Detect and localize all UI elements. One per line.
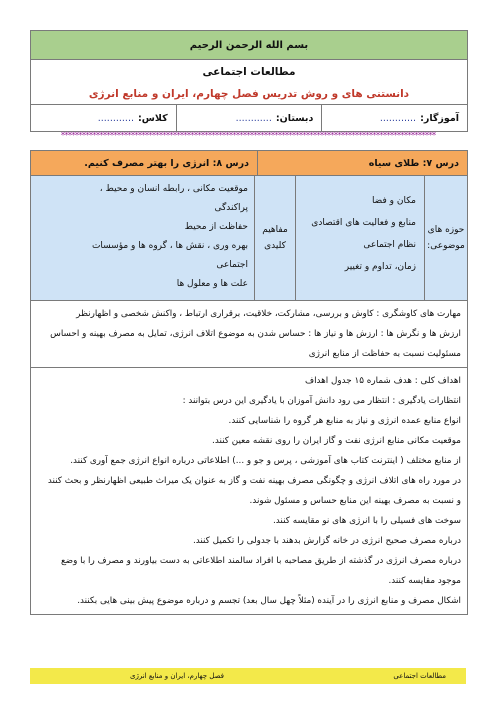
goals-line: انتظارات یادگیری : انتظار می رود دانش آموزان با یادگیری این درس بتوانند : bbox=[182, 396, 461, 406]
concepts-label-2: کلیدی bbox=[264, 241, 286, 251]
class-field[interactable] bbox=[31, 105, 176, 131]
list-item: موقعیت مکانی ، رابطه انسان و محیط ، bbox=[99, 184, 248, 194]
list-item: اجتماعی bbox=[216, 260, 248, 270]
goals-line: اهداف کلی : هدف شماره ۱۵ جدول اهداف bbox=[304, 376, 461, 386]
school-field[interactable] bbox=[176, 105, 322, 131]
skills-line: مسئولیت نسبت به حفاظت از منابع انرژی bbox=[308, 349, 461, 359]
footer-bar bbox=[30, 668, 466, 684]
topics-label-1: حوزه های bbox=[427, 225, 465, 235]
list-item: بهره وری ، نقش ها ، گروه ها و مؤسسات bbox=[91, 241, 248, 251]
topics-list bbox=[295, 176, 424, 300]
topics-row bbox=[31, 176, 467, 301]
teacher-field[interactable] bbox=[321, 105, 467, 131]
lesson-8: درس ۸: انرژی را بهتر مصرف کنیم. bbox=[31, 151, 258, 175]
list-item: نظام اجتماعی bbox=[363, 240, 416, 250]
teacher-label: آموزگار: bbox=[420, 112, 459, 124]
lesson-7: درس ۷: طلای سیاه bbox=[368, 157, 459, 169]
footer-subject: مطالعات اجتماعی bbox=[393, 672, 446, 680]
goals-line: اشکال مصرف و منابع انرژی را در آینده (مثلاً چهل سال بعد) تجسم و درباره موضوع پیش بینی هایی بکنند. bbox=[77, 596, 461, 606]
skills-line: مهارت های کاوشگری : کاوش و بررسی، مشارکت، خلاقیت، برقراری ارتباط ، واکنش شخصی و اظهارنظر bbox=[76, 309, 461, 319]
school-label: دبستان: bbox=[275, 112, 314, 124]
subject-title: مطالعات اجتماعی bbox=[202, 66, 296, 78]
list-item: علت ها و معلول ها bbox=[176, 279, 248, 289]
concepts-label bbox=[254, 176, 295, 300]
goals-line: درباره مصرف صحیح انرژی در خانه گزارش بدهند با جدولی را تکمیل کنند. bbox=[192, 536, 461, 546]
goals-line: در مورد راه های اتلاف انرژی و چگونگی مصرف بهینه نفت و گاز به عنوان یک میراث طبیعی اظهارنظر و بحث کنند bbox=[47, 476, 461, 486]
class-value: ............ bbox=[97, 112, 134, 124]
goals-line: از منابع مختلف ( اینترنت کتاب های آموزشی ، پرس و جو و ...) اطلاعاتی درباره انواع انرژی جمع آوری کنند. bbox=[70, 456, 461, 466]
goals-line: انواع منابع عمده انرژی و نیاز به منابع هر گروه را شناسایی کنند. bbox=[228, 416, 461, 426]
info-row bbox=[31, 105, 467, 131]
class-label: کلاس: bbox=[138, 112, 168, 124]
goals-line: موجود مقایسه کنند. bbox=[388, 576, 461, 586]
lesson-row bbox=[31, 151, 467, 176]
skills-line: ارزش ها و نگرش ها : ارزش ها و نیاز ها : حساس شدن به موضوع اتلاف انرژی، تمایل به مصرف بهینه و احساس bbox=[50, 329, 461, 339]
school-value: ............ bbox=[235, 112, 272, 124]
list-item: پراکندگی bbox=[214, 203, 248, 213]
list-item: منابع و فعالیت های اقتصادی bbox=[311, 218, 416, 228]
goals-line: و نسبت به مصرف بهینه این منابع حساس و مسئول شوند. bbox=[249, 496, 461, 506]
star-separator: *********************************************************************************************************** bbox=[60, 131, 436, 141]
list-item: مکان و فضا bbox=[371, 196, 416, 206]
goals-line: سوخت های فسیلی را با انرژی های نو مقایسه کنند. bbox=[273, 516, 461, 526]
list-item: زمان، تداوم و تغییر bbox=[344, 262, 416, 272]
topics-label bbox=[424, 176, 467, 300]
skills-section bbox=[31, 301, 467, 368]
lesson-plan-table bbox=[30, 150, 468, 615]
header-frame bbox=[30, 30, 468, 132]
goals-section bbox=[31, 368, 467, 615]
footer-chapter: فصل چهارم، ایران و منابع انرژی bbox=[130, 672, 225, 680]
teacher-value: ............ bbox=[379, 112, 417, 124]
list-item: حفاظت از محیط bbox=[184, 222, 248, 232]
concepts-label-1: مفاهیم bbox=[262, 225, 288, 235]
goals-line: درباره مصرف انرژی در گذشته از طریق مصاحبه با افراد سالمند اطلاعاتی به دست بیاورند و مصرف را با وضع bbox=[60, 556, 461, 566]
basmala: بسم الله الرحمن الرحیم bbox=[31, 31, 467, 60]
chapter-subtitle: دانستنی های و روش تدریس فصل چهارم، ایران و منابع انرژی bbox=[31, 84, 467, 105]
topics-label-2: موضوعی: bbox=[427, 241, 465, 251]
goals-line: موقعیت مکانی منابع انرژی نفت و گاز ایران را روی نقشه معین کنند. bbox=[212, 436, 461, 446]
concepts-list bbox=[31, 176, 254, 300]
